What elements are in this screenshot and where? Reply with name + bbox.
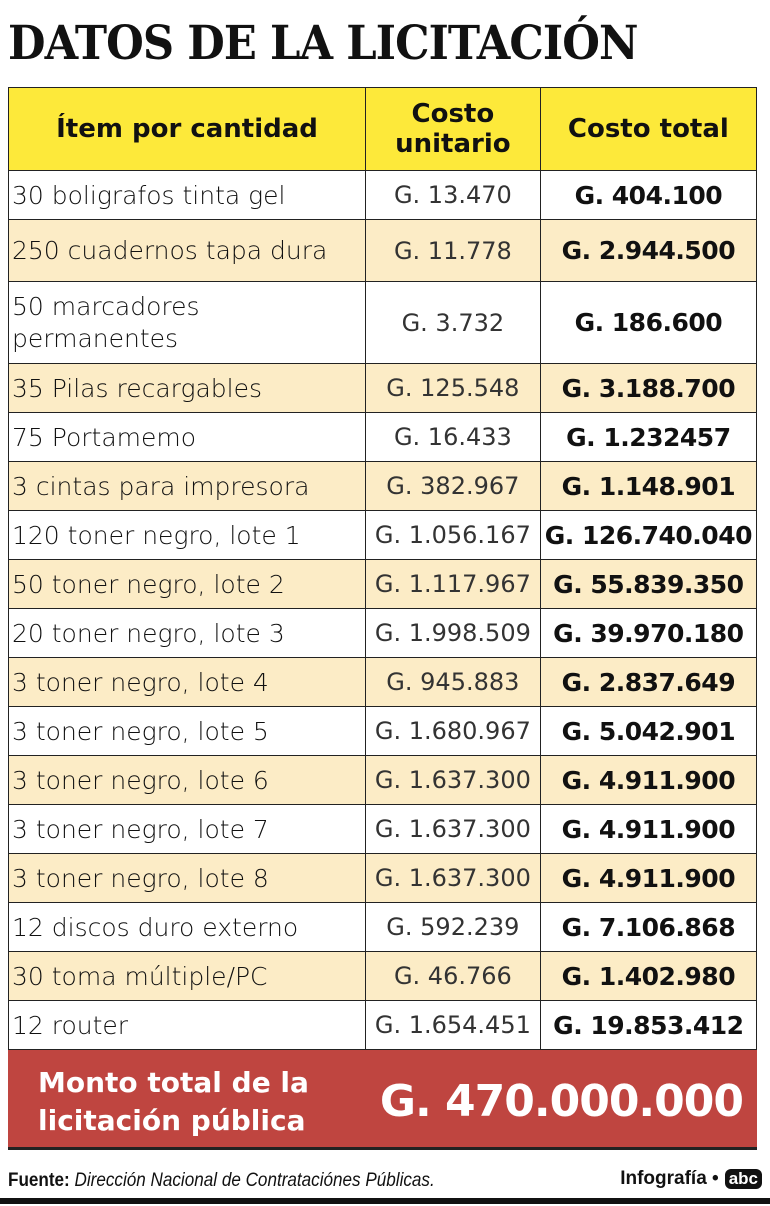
item-cell-text: 120 toner negro, lote 1 bbox=[12, 520, 301, 550]
total-cost-cell bbox=[540, 609, 756, 658]
total-cost-cell-text: G. 4.911.900 bbox=[561, 765, 736, 795]
total-cost-cell-text: G. 1.148.901 bbox=[561, 471, 736, 501]
total-cost-cell bbox=[540, 282, 756, 364]
total-cost-cell bbox=[540, 903, 756, 952]
unit-cost-cell-text: G. 125.548 bbox=[386, 374, 520, 402]
unit-cost-cell bbox=[366, 952, 541, 1001]
total-cost-cell-text: G. 5.042.901 bbox=[561, 716, 736, 746]
unit-cost-cell-text: G. 1.998.509 bbox=[374, 619, 531, 647]
total-cost-cell bbox=[540, 854, 756, 903]
item-cell-text: 35 Pilas recargables bbox=[12, 373, 263, 403]
total-cost-cell bbox=[540, 560, 756, 609]
unit-cost-cell-text: G. 945.883 bbox=[386, 668, 520, 696]
item-cell-text: 3 toner negro, lote 8 bbox=[12, 863, 269, 893]
unit-cost-cell-text: G. 592.239 bbox=[386, 913, 520, 941]
total-label bbox=[38, 1064, 309, 1140]
unit-cost-cell-text: G. 11.778 bbox=[393, 236, 512, 265]
item-cell-text: 3 toner negro, lote 5 bbox=[12, 716, 269, 746]
total-cost-cell-text: G. 1.402.980 bbox=[561, 961, 736, 991]
header-item: Ítem por cantidad bbox=[9, 88, 366, 171]
unit-cost-cell bbox=[366, 171, 541, 220]
total-cost-cell-text: G. 7.106.868 bbox=[561, 912, 736, 942]
total-cost-cell-text: G. 39.970.180 bbox=[553, 618, 744, 648]
source-text: Dirección Nacional de Contrataciónes Públicas. bbox=[74, 1170, 435, 1191]
item-cell-text: 20 toner negro, lote 3 bbox=[12, 618, 285, 648]
item-cell-text: 3 toner negro, lote 6 bbox=[12, 765, 269, 795]
total-cost-cell-text: G. 1.232457 bbox=[566, 422, 731, 452]
bid-table bbox=[8, 87, 757, 1050]
unit-cost-cell bbox=[366, 707, 541, 756]
total-cost-cell bbox=[540, 805, 756, 854]
table-row bbox=[9, 903, 757, 952]
item-cell bbox=[9, 364, 366, 413]
source-note bbox=[8, 1170, 435, 1192]
total-cost-cell bbox=[540, 658, 756, 707]
source-label: Fuente: bbox=[8, 1170, 70, 1191]
total-cost-cell-text: G. 55.839.350 bbox=[553, 569, 744, 599]
header-total-cost: Costo total bbox=[540, 88, 756, 171]
total-cost-cell bbox=[540, 413, 756, 462]
item-cell-text: 3 toner negro, lote 4 bbox=[12, 667, 269, 697]
unit-cost-cell-text: G. 1.680.967 bbox=[374, 717, 531, 745]
credit-text: Infografía • bbox=[620, 1168, 719, 1189]
unit-cost-cell-text: G. 1.637.300 bbox=[374, 815, 531, 843]
item-cell bbox=[9, 707, 366, 756]
table-row bbox=[9, 220, 757, 282]
item-cell bbox=[9, 413, 366, 462]
table-row bbox=[9, 658, 757, 707]
unit-cost-cell bbox=[366, 903, 541, 952]
unit-cost-cell-text: G. 1.117.967 bbox=[374, 570, 531, 598]
total-cost-cell-text: G. 3.188.700 bbox=[561, 373, 736, 403]
total-cost-cell bbox=[540, 756, 756, 805]
unit-cost-cell bbox=[366, 805, 541, 854]
total-cost-cell bbox=[540, 707, 756, 756]
item-cell-text: 12 discos duro externo bbox=[12, 912, 299, 942]
unit-cost-cell bbox=[366, 462, 541, 511]
table-row bbox=[9, 952, 757, 1001]
unit-cost-cell bbox=[366, 511, 541, 560]
unit-cost-cell bbox=[366, 364, 541, 413]
item-cell bbox=[9, 658, 366, 707]
item-cell bbox=[9, 220, 366, 282]
total-cost-cell-text: G. 4.911.900 bbox=[561, 863, 736, 893]
unit-cost-cell bbox=[366, 854, 541, 903]
total-cost-cell bbox=[540, 171, 756, 220]
total-label-line2: licitación pública bbox=[38, 1104, 306, 1137]
table-row bbox=[9, 171, 757, 220]
table-row bbox=[9, 854, 757, 903]
unit-cost-cell-text: G. 3.732 bbox=[401, 308, 505, 337]
unit-cost-cell bbox=[366, 413, 541, 462]
total-cost-cell bbox=[540, 462, 756, 511]
unit-cost-cell bbox=[366, 282, 541, 364]
item-cell bbox=[9, 805, 366, 854]
abc-logo: abc bbox=[725, 1169, 762, 1189]
item-cell bbox=[9, 903, 366, 952]
item-cell bbox=[9, 952, 366, 1001]
unit-cost-cell-text: G. 1.654.451 bbox=[374, 1011, 531, 1039]
table-row bbox=[9, 364, 757, 413]
unit-cost-cell-text: G. 1.637.300 bbox=[374, 864, 531, 892]
item-cell-text: 75 Portamemo bbox=[12, 422, 197, 452]
total-cost-cell-text: G. 2.837.649 bbox=[561, 667, 736, 697]
total-cost-cell-text: G. 2.944.500 bbox=[561, 236, 736, 265]
item-cell bbox=[9, 511, 366, 560]
table-header bbox=[9, 88, 757, 171]
item-cell bbox=[9, 282, 366, 364]
unit-cost-cell-text: G. 16.433 bbox=[393, 423, 512, 451]
unit-cost-cell bbox=[366, 220, 541, 282]
total-band bbox=[8, 1050, 757, 1150]
item-cell-text: 3 cintas para impresora bbox=[12, 471, 310, 501]
credit bbox=[620, 1168, 762, 1190]
bottom-rule bbox=[0, 1198, 770, 1204]
item-cell bbox=[9, 171, 366, 220]
table-row bbox=[9, 511, 757, 560]
table-row bbox=[9, 413, 757, 462]
unit-cost-cell bbox=[366, 658, 541, 707]
item-cell bbox=[9, 854, 366, 903]
item-cell-text: 50 marcadores permanentes bbox=[12, 291, 200, 353]
total-cost-cell bbox=[540, 364, 756, 413]
total-cost-cell-text: G. 126.740.040 bbox=[544, 520, 752, 550]
table-row bbox=[9, 462, 757, 511]
item-cell-text: 50 toner negro, lote 2 bbox=[12, 569, 285, 599]
item-cell bbox=[9, 609, 366, 658]
total-cost-cell bbox=[540, 511, 756, 560]
total-cost-cell-text: G. 19.853.412 bbox=[553, 1010, 744, 1040]
item-cell bbox=[9, 756, 366, 805]
item-cell-text: 30 boligrafos tinta gel bbox=[12, 180, 286, 210]
item-cell bbox=[9, 1001, 366, 1050]
table-row bbox=[9, 756, 757, 805]
unit-cost-cell-text: G. 382.967 bbox=[386, 472, 520, 500]
item-cell-text: 3 toner negro, lote 7 bbox=[12, 814, 269, 844]
table-row bbox=[9, 609, 757, 658]
total-label-line1: Monto total de la bbox=[38, 1066, 309, 1099]
table-row bbox=[9, 805, 757, 854]
item-cell-text: 12 router bbox=[12, 1010, 129, 1040]
page-title: DATOS DE LA LICITACIÓN bbox=[8, 16, 638, 71]
unit-cost-cell-text: G. 13.470 bbox=[393, 181, 512, 209]
total-cost-cell bbox=[540, 220, 756, 282]
unit-cost-cell-text: G. 1.056.167 bbox=[374, 521, 531, 549]
unit-cost-cell bbox=[366, 756, 541, 805]
total-cost-cell bbox=[540, 952, 756, 1001]
total-cost-cell bbox=[540, 1001, 756, 1050]
unit-cost-cell bbox=[366, 609, 541, 658]
total-cost-cell-text: G. 186.600 bbox=[574, 308, 723, 337]
table-row bbox=[9, 282, 757, 364]
item-cell-text: 30 toma múltiple/PC bbox=[12, 961, 268, 991]
total-cost-cell-text: G. 4.911.900 bbox=[561, 814, 736, 844]
item-cell bbox=[9, 560, 366, 609]
total-amount: G. 470.000.000 bbox=[379, 1076, 743, 1127]
unit-cost-cell-text: G. 46.766 bbox=[393, 962, 512, 990]
table-row bbox=[9, 560, 757, 609]
table-row bbox=[9, 707, 757, 756]
header-unit-cost: Costo unitario bbox=[366, 88, 541, 171]
table-row bbox=[9, 1001, 757, 1050]
item-cell-text: 250 cuadernos tapa dura bbox=[12, 236, 328, 265]
unit-cost-cell bbox=[366, 1001, 541, 1050]
unit-cost-cell bbox=[366, 560, 541, 609]
total-cost-cell-text: G. 404.100 bbox=[574, 180, 723, 210]
unit-cost-cell-text: G. 1.637.300 bbox=[374, 766, 531, 794]
item-cell bbox=[9, 462, 366, 511]
